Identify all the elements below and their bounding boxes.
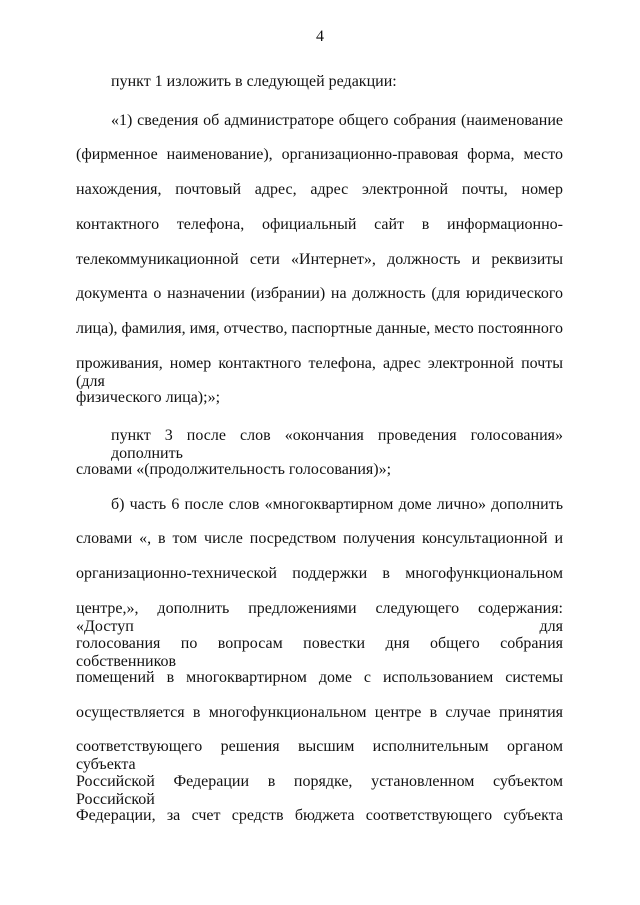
text-line: контактного телефона, официальный сайт в информационно- [76,216,563,233]
text-line: Российской Федерации в порядке, установленном субъектом Российской [76,773,563,808]
text-line: голосования по вопросам повестки дня общего собрания собственников [76,635,563,670]
text-line: организационно-технической поддержки в многофункциональном [76,565,563,582]
text-line: физического лица);»; [76,389,221,406]
text-line: пункт 3 после слов «окончания проведения голосования» дополнить [111,427,563,462]
page-number: 4 [316,28,324,45]
text-line: словами «(продолжительность голосования)»; [76,461,392,478]
text-line: соответствующего решения высшим исполнительным органом субъекта [76,738,563,773]
text-line: б) часть 6 после слов «многоквартирном доме лично» дополнить [111,496,563,513]
text-line: осуществляется в многофункциональном центре в случае принятия [76,704,563,721]
text-line: лица), фамилия, имя, отчество, паспортные данные, место постоянного [76,320,563,337]
text-line: пункт 1 изложить в следующей редакции: [111,73,397,90]
text-line: проживания, номер контактного телефона, адрес электронной почты (для [76,355,563,390]
text-line: «1) сведения об администраторе общего собрания (наименование [111,112,563,129]
text-line: центре,», дополнить предложениями следующего содержания: «Доступ для [76,600,563,635]
text-line: Федерации, за счет средств бюджета соответствующего субъекта [76,807,563,824]
text-line: словами «, в том числе посредством получения консультационной и [76,530,563,547]
text-line: (фирменное наименование), организационно-правовая форма, место [76,146,563,163]
text-line: документа о назначении (избрании) на должность (для юридического [76,285,563,302]
text-line: телекоммуникационной сети «Интернет», должность и реквизиты [76,251,563,268]
text-line: нахождения, почтовый адрес, адрес электронной почты, номер [76,181,563,198]
text-line: помещений в многоквартирном доме с использованием системы [76,669,563,686]
